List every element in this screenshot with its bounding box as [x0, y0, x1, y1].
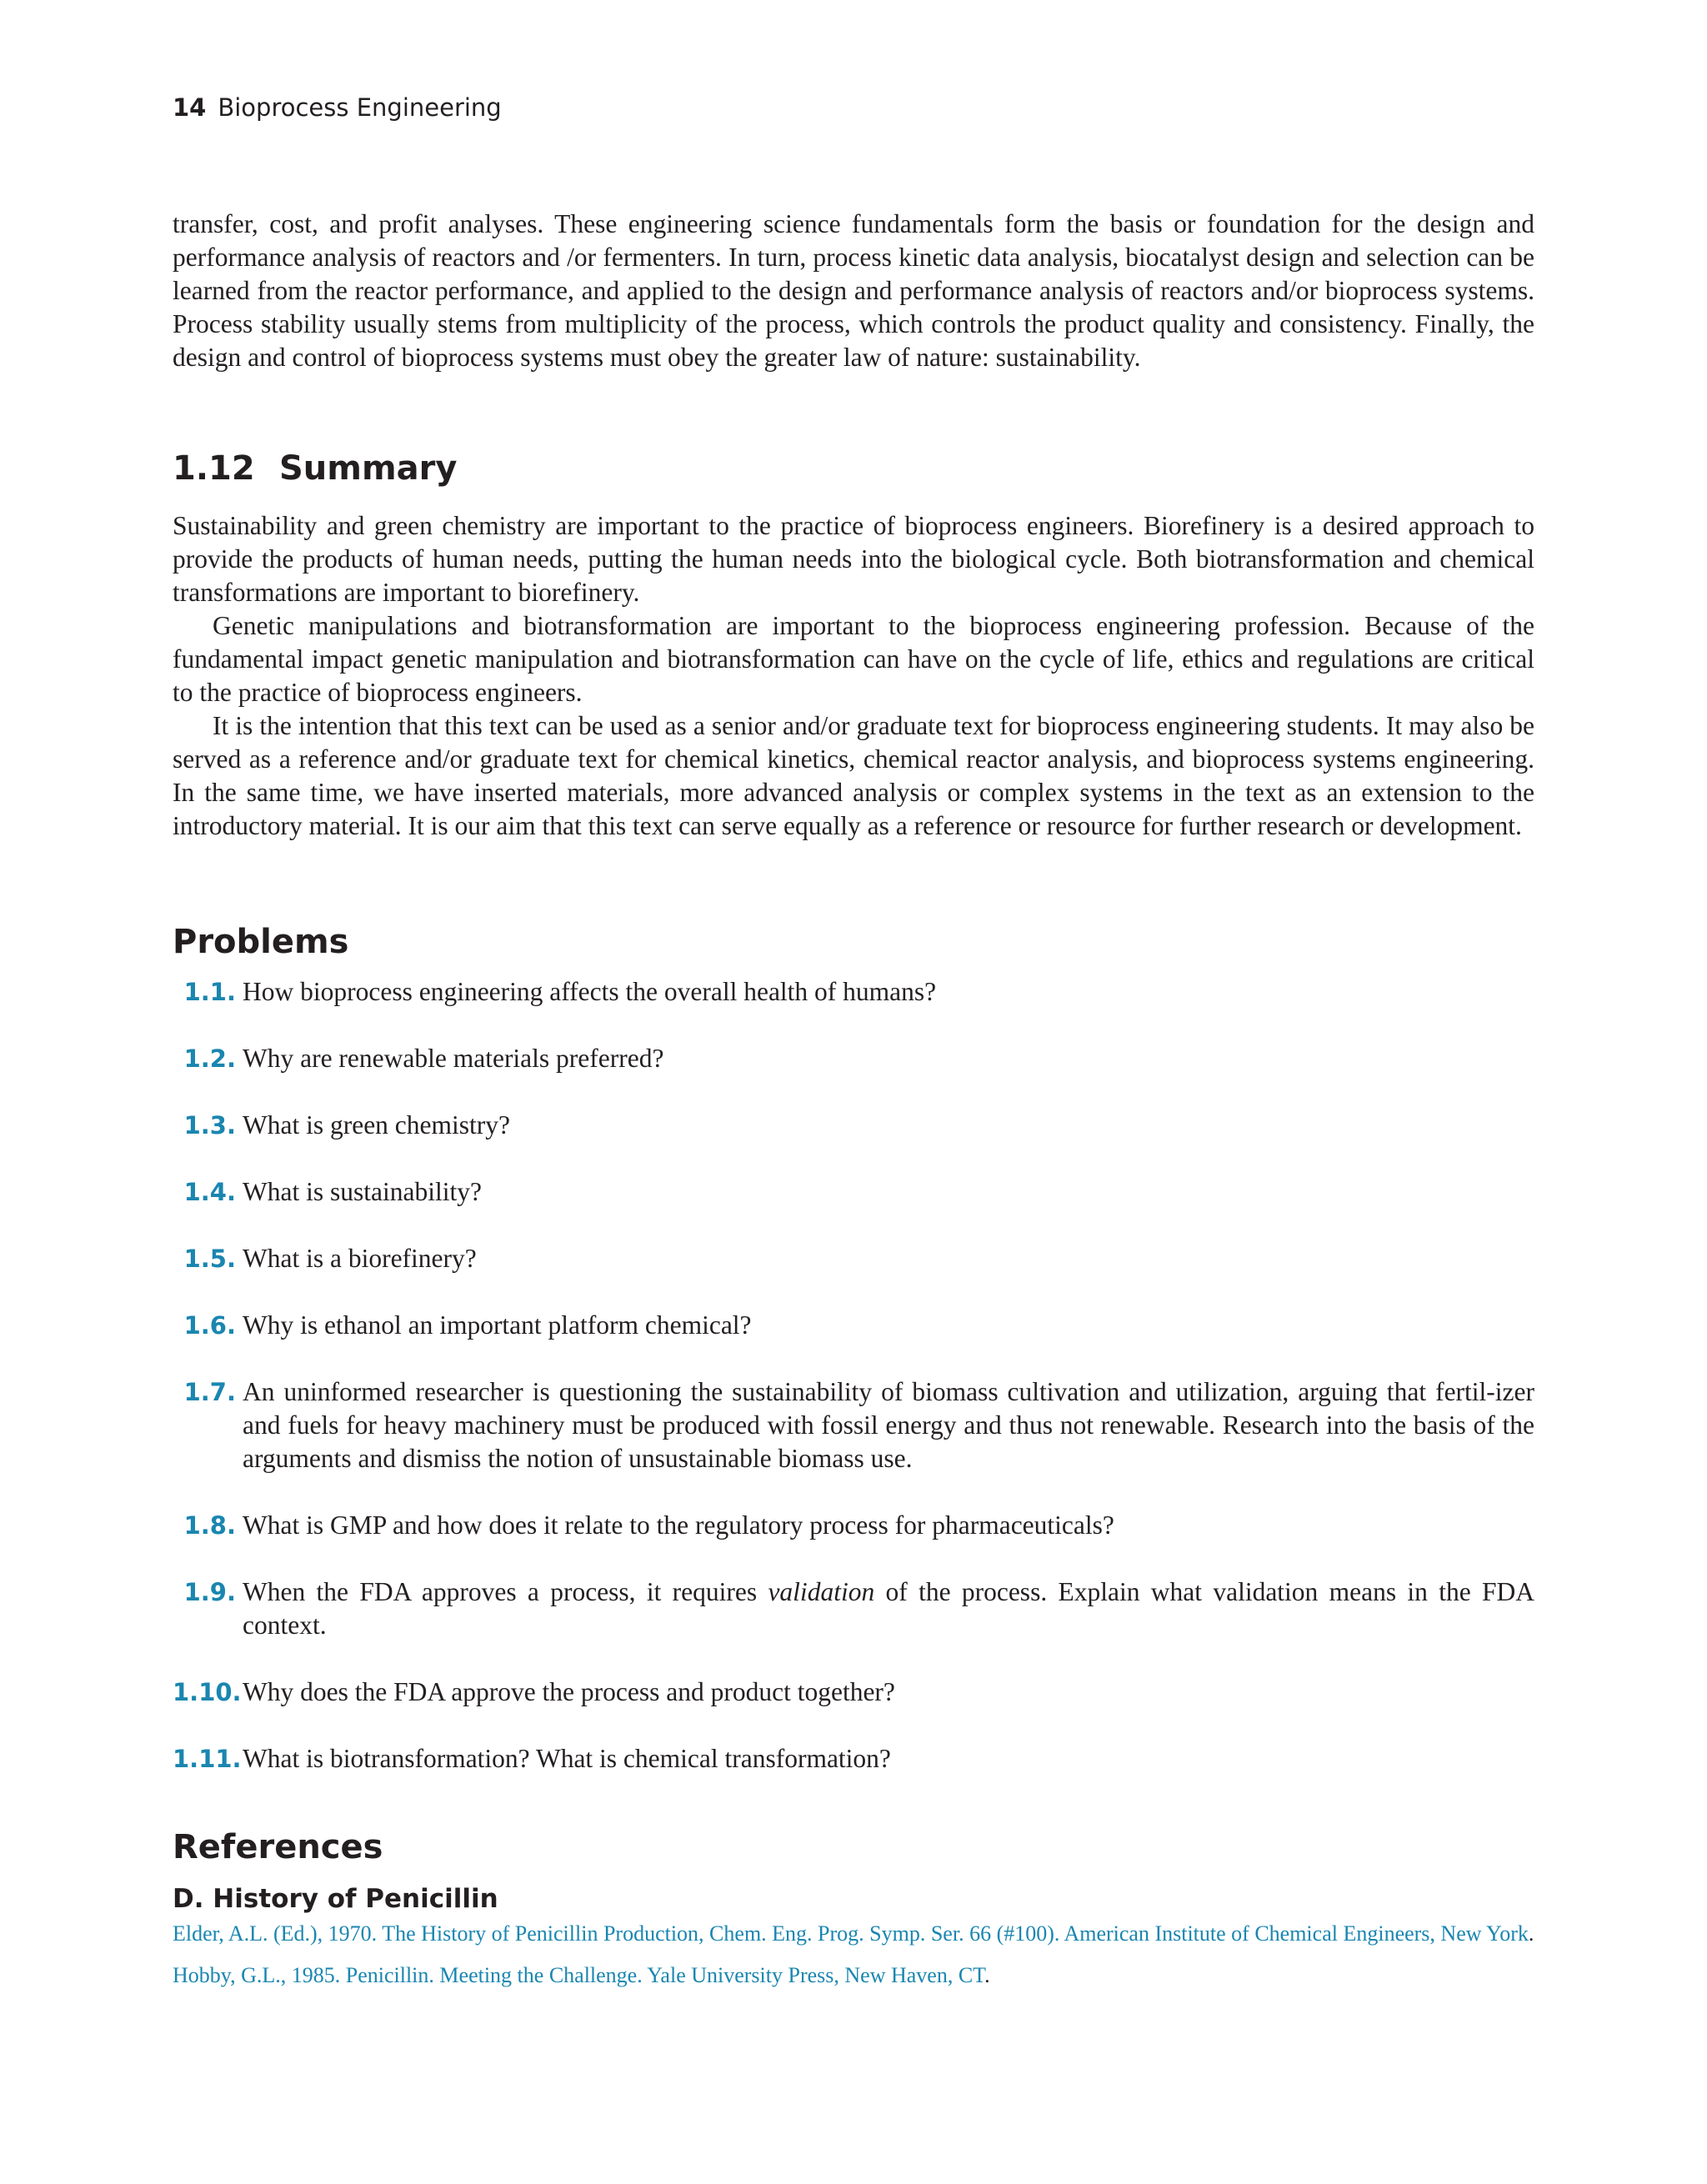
intro-block — [173, 208, 1534, 374]
summary-paragraph: Genetic manipulations and biotransformation are important to the bioprocess engineering profession. Because of the fundamental impact genetic manipulation and biotransformation can have on the cycle of life, ethics and regulations are critical to the practice of bioprocess engineers. — [173, 611, 1534, 707]
problem-number: 1.11. — [173, 1745, 242, 1773]
section-number: 1.12 — [173, 449, 255, 488]
reference-end: . — [1528, 1921, 1534, 1946]
summary-paragraph: It is the intention that this text can be used as a senior and/or graduate text for bioprocess engineering students. It may also be served as a reference and/or graduate text for chemical kinetics, chemical reactor analysis, and bioprocess systems engineering. In the same time, we have inserted materials, more advanced analysis or complex systems in the text as an extension to the introductory material. It is our aim that this text can serve equally as a reference or resource for further research or development. — [173, 711, 1534, 840]
problem-text: Why is ethanol an important platform chemical? — [243, 1310, 752, 1340]
problem-number: 1.4. — [183, 1178, 236, 1206]
problem-number: 1.1. — [183, 978, 236, 1006]
reference-link[interactable]: Hobby, G.L., 1985. Penicillin. Meeting the Challenge. Yale University Press, New Haven, CT — [173, 1963, 985, 1987]
problem-text-emphasis: validation — [768, 1577, 875, 1606]
section-heading-references — [173, 1827, 383, 1867]
problem-text: What is green chemistry? — [243, 1110, 510, 1140]
problem-number: 1.2. — [183, 1044, 236, 1073]
problem-text-part: When the FDA approves a process, it requires — [243, 1577, 758, 1606]
intro-paragraph: transfer, cost, and profit analyses. These engineering science fundamentals form the basis or foundation for the design and performance analysis of reactors and /or fermenters. In turn, process kinetic data analysis, biocatalyst design and selection can be learned from the reactor performance, and applied to the design and performance analysis of reactors and/or bioprocess systems. Process stability usually stems from multiplicity of the process, which controls the product quality and consistency. Finally, the design and control of bioprocess systems must obey the greater law of nature: sustainability. — [173, 209, 1534, 372]
problem-item — [173, 1109, 1534, 1142]
problem-number: 1.8. — [183, 1511, 236, 1540]
problem-number: 1.9. — [183, 1578, 236, 1606]
problem-item — [173, 1375, 1534, 1475]
running-head — [173, 93, 502, 122]
references-subsection: D. History of Penicillin — [173, 1884, 498, 1914]
problems-title: Problems — [173, 923, 349, 961]
problem-number: 1.10. — [173, 1678, 242, 1706]
references-title: References — [173, 1828, 383, 1866]
page-number: 14 — [173, 93, 207, 122]
problem-number: 1.7. — [183, 1378, 236, 1406]
problem-item — [173, 1742, 1534, 1776]
references-list — [173, 1919, 1534, 2002]
problem-text: What is biotransformation? What is chemical transformation? — [243, 1744, 891, 1773]
section-heading-problems — [173, 922, 348, 962]
problem-number: 1.5. — [183, 1245, 236, 1273]
reference-link[interactable]: Elder, A.L. (Ed.), 1970. The History of Penicillin Production, Chem. Eng. Prog. Symp. Ser. 66 (#100). American Institute of Chemical Engineers, New York — [173, 1921, 1529, 1946]
problem-text: How bioprocess engineering affects the overall health of humans? — [243, 977, 937, 1006]
problem-number: 1.6. — [183, 1311, 236, 1340]
problem-item — [173, 1309, 1534, 1342]
problem-text: Why are renewable materials preferred? — [243, 1044, 664, 1073]
problem-item — [173, 1676, 1534, 1709]
running-title: Bioprocess Engineering — [218, 93, 502, 122]
reference-end: . — [984, 1963, 990, 1987]
problem-text: What is GMP and how does it relate to the regulatory process for pharmaceuticals? — [243, 1510, 1114, 1540]
reference-item — [173, 1919, 1534, 1949]
summary-paragraph: Sustainability and green chemistry are important to the practice of bioprocess engineers. Biorefinery is a desired approach to provide the products of human needs, putting the human needs into the biological cycle. Both biotransformation and chemical transformations are important to biorefinery. — [173, 511, 1534, 607]
problem-text: Why does the FDA approve the process and product together? — [243, 1677, 895, 1706]
problem-item — [173, 1575, 1534, 1642]
problem-item — [173, 1042, 1534, 1075]
problem-item — [173, 1242, 1534, 1275]
problems-list — [173, 975, 1534, 1809]
problem-text — [243, 1575, 1534, 1642]
summary-block — [173, 509, 1534, 843]
problem-item — [173, 1509, 1534, 1542]
problem-item — [173, 1175, 1534, 1209]
problem-number: 1.3. — [183, 1111, 236, 1140]
reference-item — [173, 1961, 1534, 1991]
problem-text: An uninformed researcher is questioning the sustainability of biomass cultivation and utilization, arguing that fertil-izer and fuels for heavy machinery must be produced with fossil energy and thus not renewable. Research into the basis of the arguments and dismiss the notion of unsustainable biomass use. — [243, 1377, 1534, 1473]
section-heading-summary — [173, 448, 457, 488]
problem-text-part: of the process. Explain what validation means in the FDA context. — [243, 1577, 1535, 1640]
problem-item — [173, 975, 1534, 1009]
problem-text: What is a biorefinery? — [243, 1244, 477, 1273]
problem-text: What is sustainability? — [243, 1177, 482, 1206]
section-title: Summary — [279, 449, 458, 488]
